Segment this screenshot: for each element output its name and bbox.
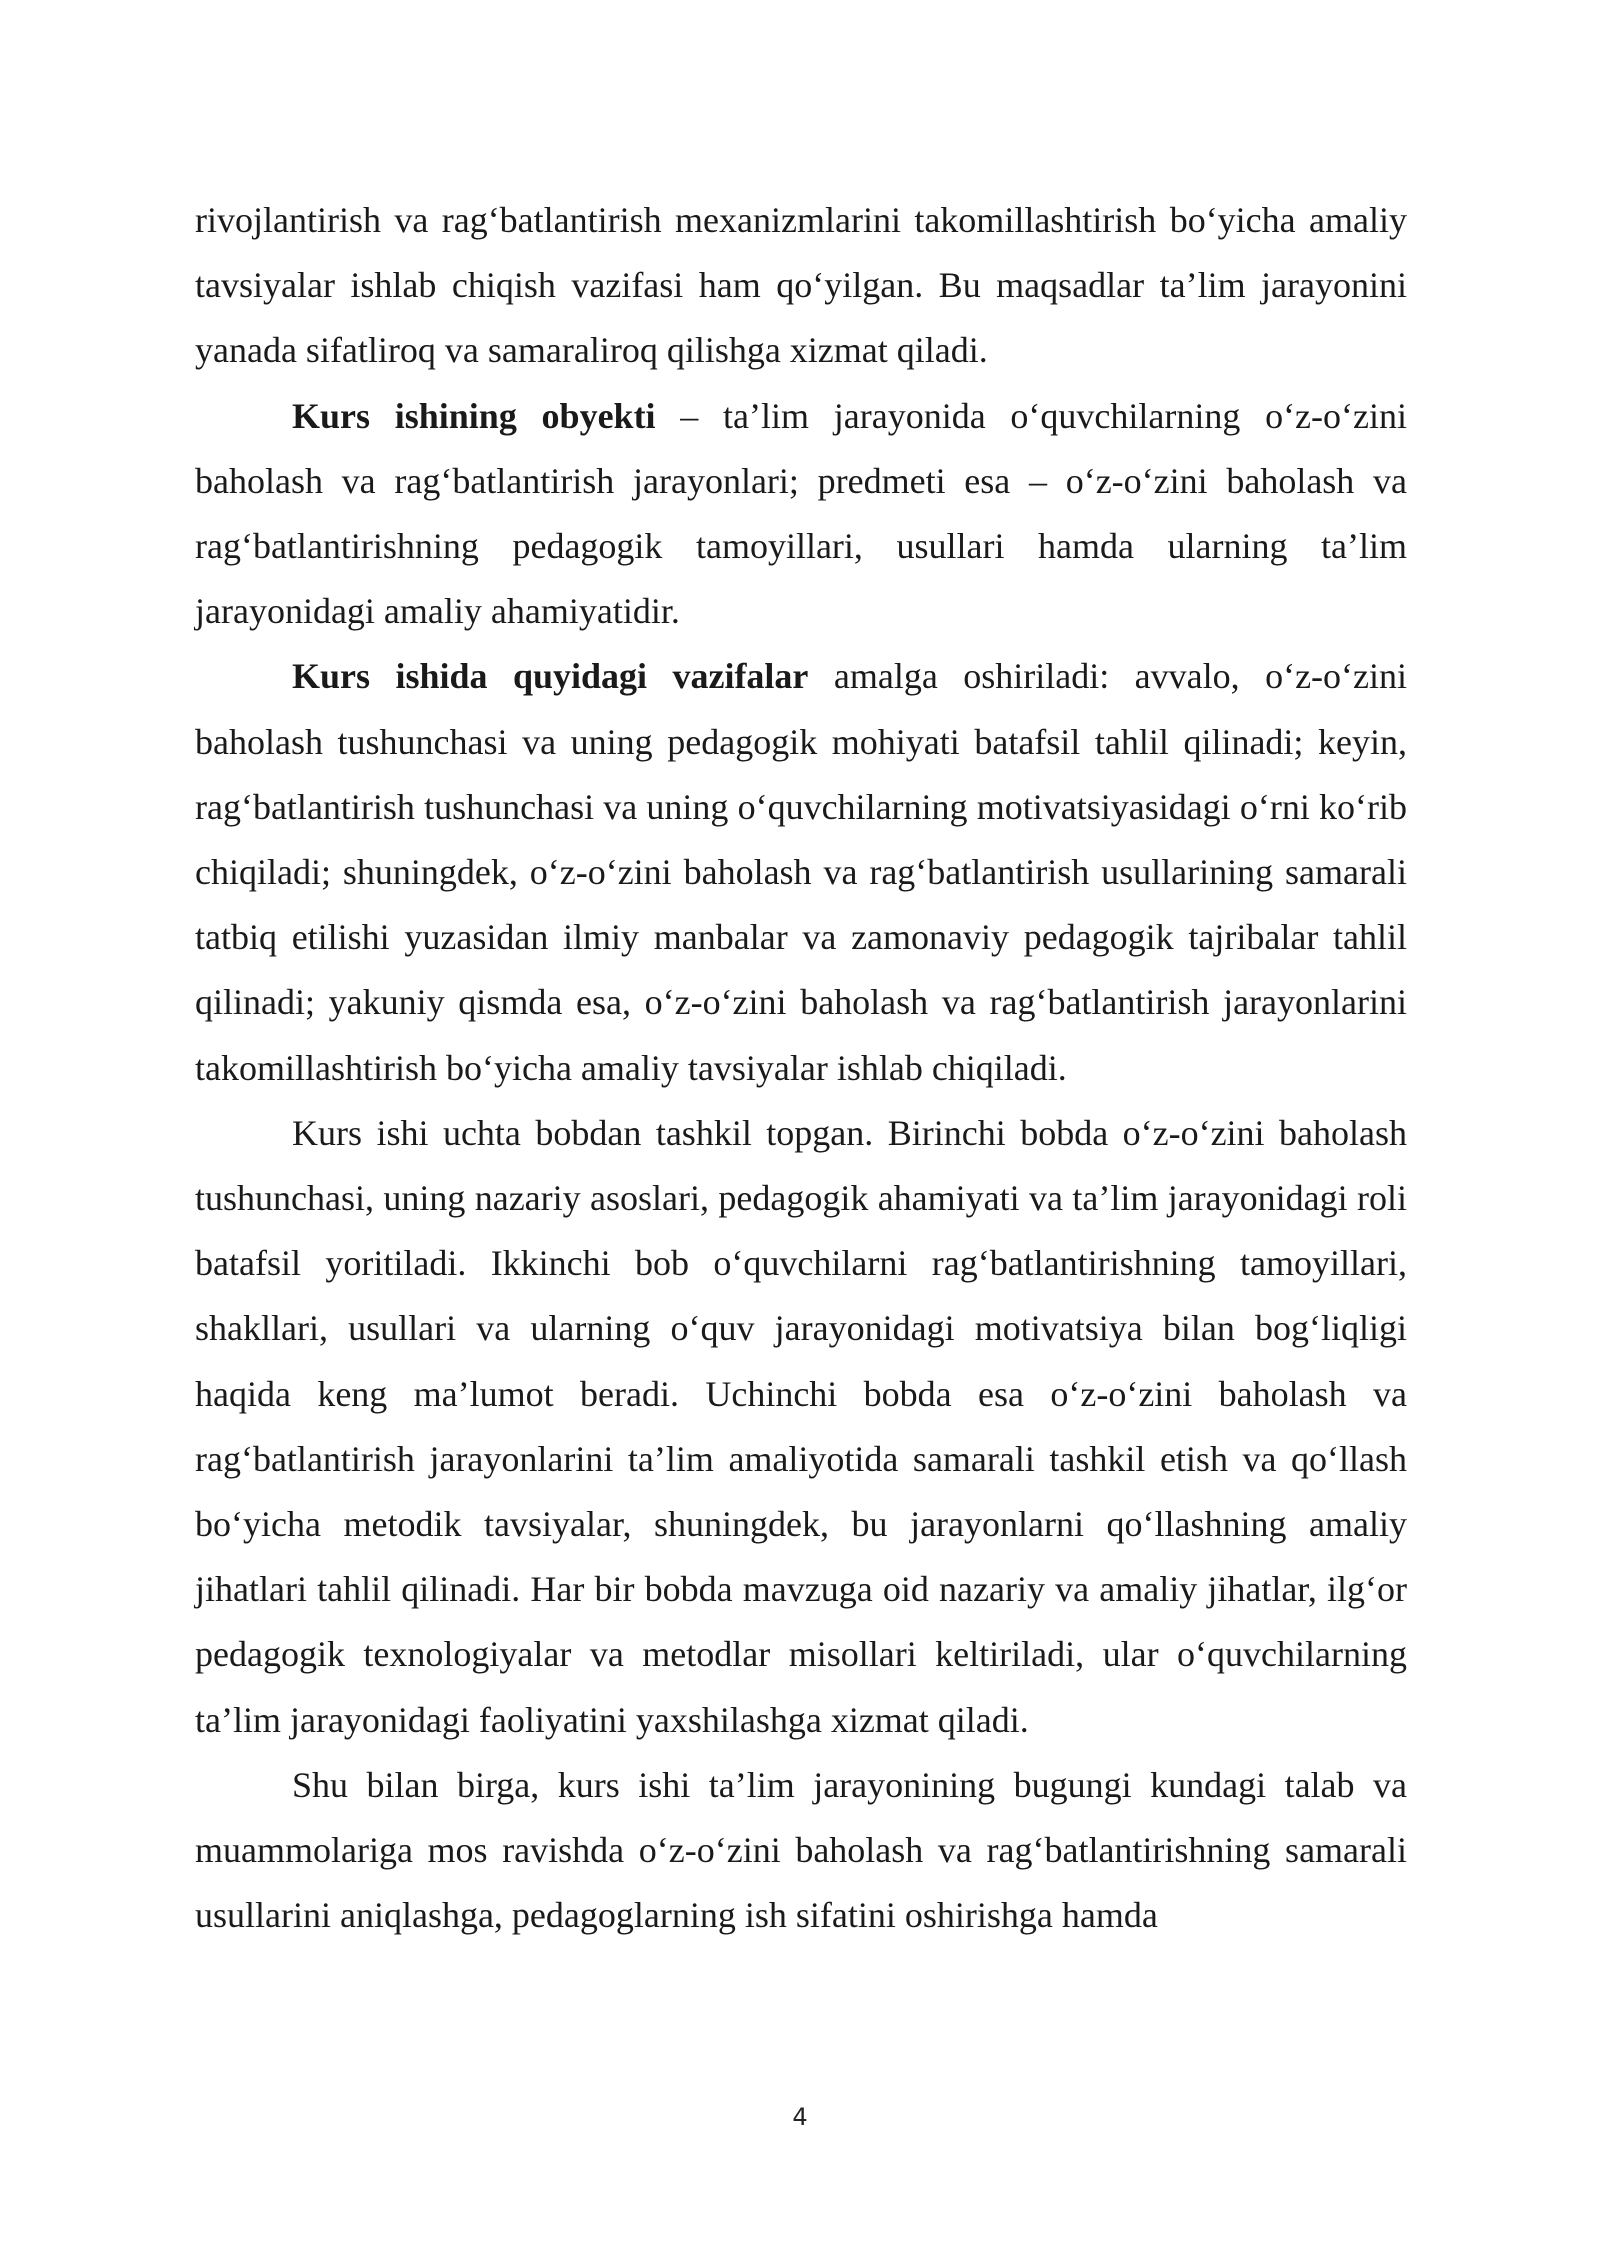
paragraph-5-text: Shu bilan birga, kurs ishi ta’lim jarayonining bugungi kundagi talab va muammolariga mos ravishda o‘z-o‘zini baholash va rag‘batlantirishning samarali usullarini aniqlashga, pedagoglarning ish sifatini oshirishga hamda (195, 1764, 1407, 1936)
page-number: 4 (792, 2103, 808, 2131)
paragraph-conclusion-start (195, 1753, 1407, 1949)
paragraph-3-bold: Kurs ishida quyidagi vazifalar (292, 656, 809, 697)
paragraph-structure (195, 1101, 1407, 1753)
paragraph-4-text: Kurs ishi uchta bobdan tashkil topgan. Birinchi bobda o‘z-o‘zini baholash tushunchasi, uning nazariy asoslari, pedagogik ahamiyati va ta’lim jarayonidagi roli batafsil yoritiladi. Ikkinchi bob o‘quvchilarni rag‘batlantirishning tamoyillari, shakllari, usullari va ularning o‘quv jarayonidagi motivatsiya bilan bog‘liqligi haqida keng ma’lumot beradi. Uchinchi bobda esa o‘z-o‘zini baholash va rag‘batlantirish jarayonlarini ta’lim amaliyotida samarali tashkil etish va qo‘llash bo‘yicha metodik tavsiyalar, shuningdek, bu jarayonlarni qo‘llashning amaliy jihatlari tahlil qilinadi. Har bir bobda mavzuga oid nazariy va amaliy jihatlar, ilg‘or pedagogik texnologiyalar va metodlar misollari keltiriladi, ular o‘quvchilarning ta’lim jarayonidagi faoliyatini yaxshilashga xizmat qiladi. (195, 1112, 1407, 1740)
paragraph-tasks (195, 644, 1407, 1100)
document-page (195, 188, 1407, 1948)
paragraph-2-bold: Kurs ishining obyekti (292, 395, 656, 436)
paragraph-2-text: – ta’lim jarayonida o‘quvchilarning o‘z-o‘zini baholash va rag‘batlantirish jarayonlari; predmeti esa – o‘z-o‘zini baholash va rag‘batlantirishning pedagogik tamoyillari, usullari hamda ularning ta’lim jarayonidagi amaliy ahamiyatidir. (195, 395, 1407, 632)
paragraph-3-text: amalga oshiriladi: avvalo, o‘z-o‘zini baholash tushunchasi va uning pedagogik mohiyati batafsil tahlil qilinadi; keyin, rag‘batlantirish tushunchasi va uning o‘quvchilarning motivatsiyasidagi o‘rni ko‘rib chiqiladi; shuningdek, o‘z-o‘zini baholash va rag‘batlantirish usullarining samarali tatbiq etilishi yuzasidan ilmiy manbalar va zamonaviy pedagogik tajribalar tahlil qilinadi; yakuniy qismda esa, o‘z-o‘zini baholash va rag‘batlantirish jarayonlarini takomillashtirish bo‘yicha amaliy tavsiyalar ishlab chiqiladi. (195, 656, 1408, 1088)
paragraph-1-text: rivojlantirish va rag‘batlantirish mexanizmlarini takomillashtirish bo‘yicha amaliy tavsiyalar ishlab chiqish vazifasi ham qo‘yilgan. Bu maqsadlar ta’lim jarayonini yanada sifatliroq va samaraliroq qilishga xizmat qiladi. (195, 200, 1407, 371)
paragraph-object-subject (195, 384, 1407, 645)
paragraph-1 (195, 188, 1407, 384)
